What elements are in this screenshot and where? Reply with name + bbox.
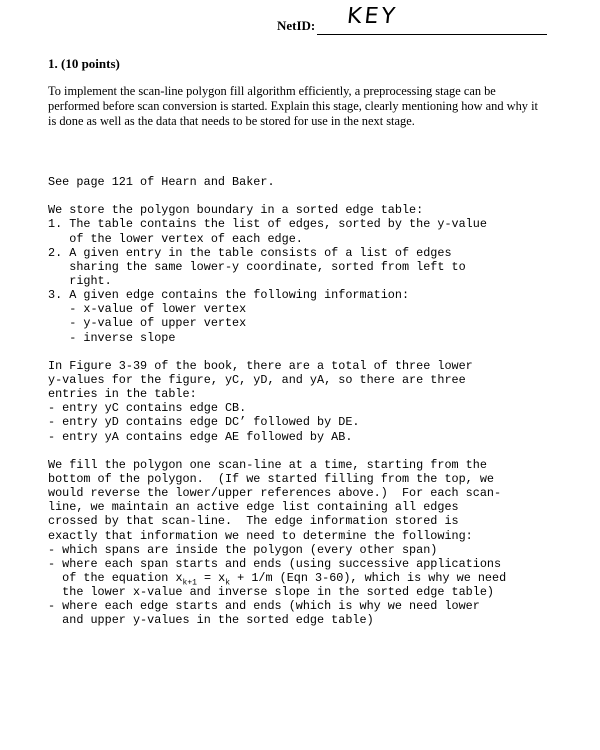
answer-line: - entry yD contains edge DC’ followed by DE. xyxy=(48,415,360,430)
netid-field xyxy=(277,6,547,36)
answer-line: would reverse the lower/upper references above.) For each scan- xyxy=(48,486,502,501)
equation-rest: + 1/m (Eqn 3-60), which is why we need xyxy=(230,570,507,585)
answer-text xyxy=(48,175,506,628)
answer-line: In Figure 3-39 of the book, there are a total of three lower xyxy=(48,358,473,373)
netid-label: NetID: xyxy=(277,18,316,33)
answer-line: - entry yC contains edge CB. xyxy=(48,401,247,416)
question-prompt: To implement the scan-line polygon fill algorithm efficiently, a preprocessing stage can be performed before scan conversion is started. Explain this stage, clearly mentioning how and why it is done as well as the data that needs to be stored for use in the next stage. xyxy=(48,84,538,128)
answer-line xyxy=(48,444,506,458)
question-heading: 1. (10 points) xyxy=(48,56,120,71)
answer-line: bottom of the polygon. (If we started filling from the top, we xyxy=(48,471,494,486)
answer-line: See page 121 of Hearn and Baker. xyxy=(48,175,275,189)
answer-line: - where each edge starts and ends (which is why we need lower xyxy=(48,599,480,614)
answer-line: 3. A given edge contains the following information: xyxy=(48,288,410,303)
answer-line: We store the polygon boundary in a sorted edge table: xyxy=(48,203,424,218)
answer-line: - which spans are inside the polygon (every other span) xyxy=(48,542,438,557)
answer-line: exactly that information we need to determine the following: xyxy=(48,528,473,543)
netid-handwritten-value: KEY xyxy=(345,4,400,29)
equation-subscript: k xyxy=(225,578,231,588)
answer-line: - entry yA contains edge AE followed by AB. xyxy=(48,429,353,444)
answer-equation-line xyxy=(48,570,507,588)
answer-line: - where each span starts and ends (using successive applications xyxy=(48,556,502,571)
answer-line: crossed by that scan-line. The edge information stored is xyxy=(48,514,459,529)
answer-line: y-values for the figure, yC, yD, and yA, so there are three xyxy=(48,372,466,387)
equation-subscript: k+1 xyxy=(182,578,197,588)
equation-x: x xyxy=(175,570,183,585)
answer-line: the lower x-value and inverse slope in the sorted edge table) xyxy=(48,585,494,600)
answer-line xyxy=(48,189,506,203)
answer-line: - inverse slope xyxy=(48,330,176,345)
answer-line xyxy=(48,345,506,359)
answer-line: We fill the polygon one scan-line at a time, starting from the xyxy=(48,457,487,472)
equation-lead: of the equation xyxy=(48,570,176,585)
answer-line: - y-value of upper vertex xyxy=(48,316,247,331)
answer-line: 1. The table contains the list of edges, sorted by the y-value xyxy=(48,217,487,232)
equation-mid: = x xyxy=(196,570,226,585)
answer-line: and upper y-values in the sorted edge table) xyxy=(48,613,374,628)
answer-line: of the lower vertex of each edge. xyxy=(48,231,303,246)
answer-line: 2. A given entry in the table consists of a list of edges xyxy=(48,245,452,260)
answer-line: - x-value of lower vertex xyxy=(48,302,247,317)
answer-line: entries in the table: xyxy=(48,387,197,402)
answer-line: sharing the same lower-y coordinate, sorted from left to xyxy=(48,259,466,274)
answer-line: right. xyxy=(48,273,112,288)
answer-line: line, we maintain an active edge list containing all edges xyxy=(48,500,459,515)
netid-underline xyxy=(317,34,547,35)
